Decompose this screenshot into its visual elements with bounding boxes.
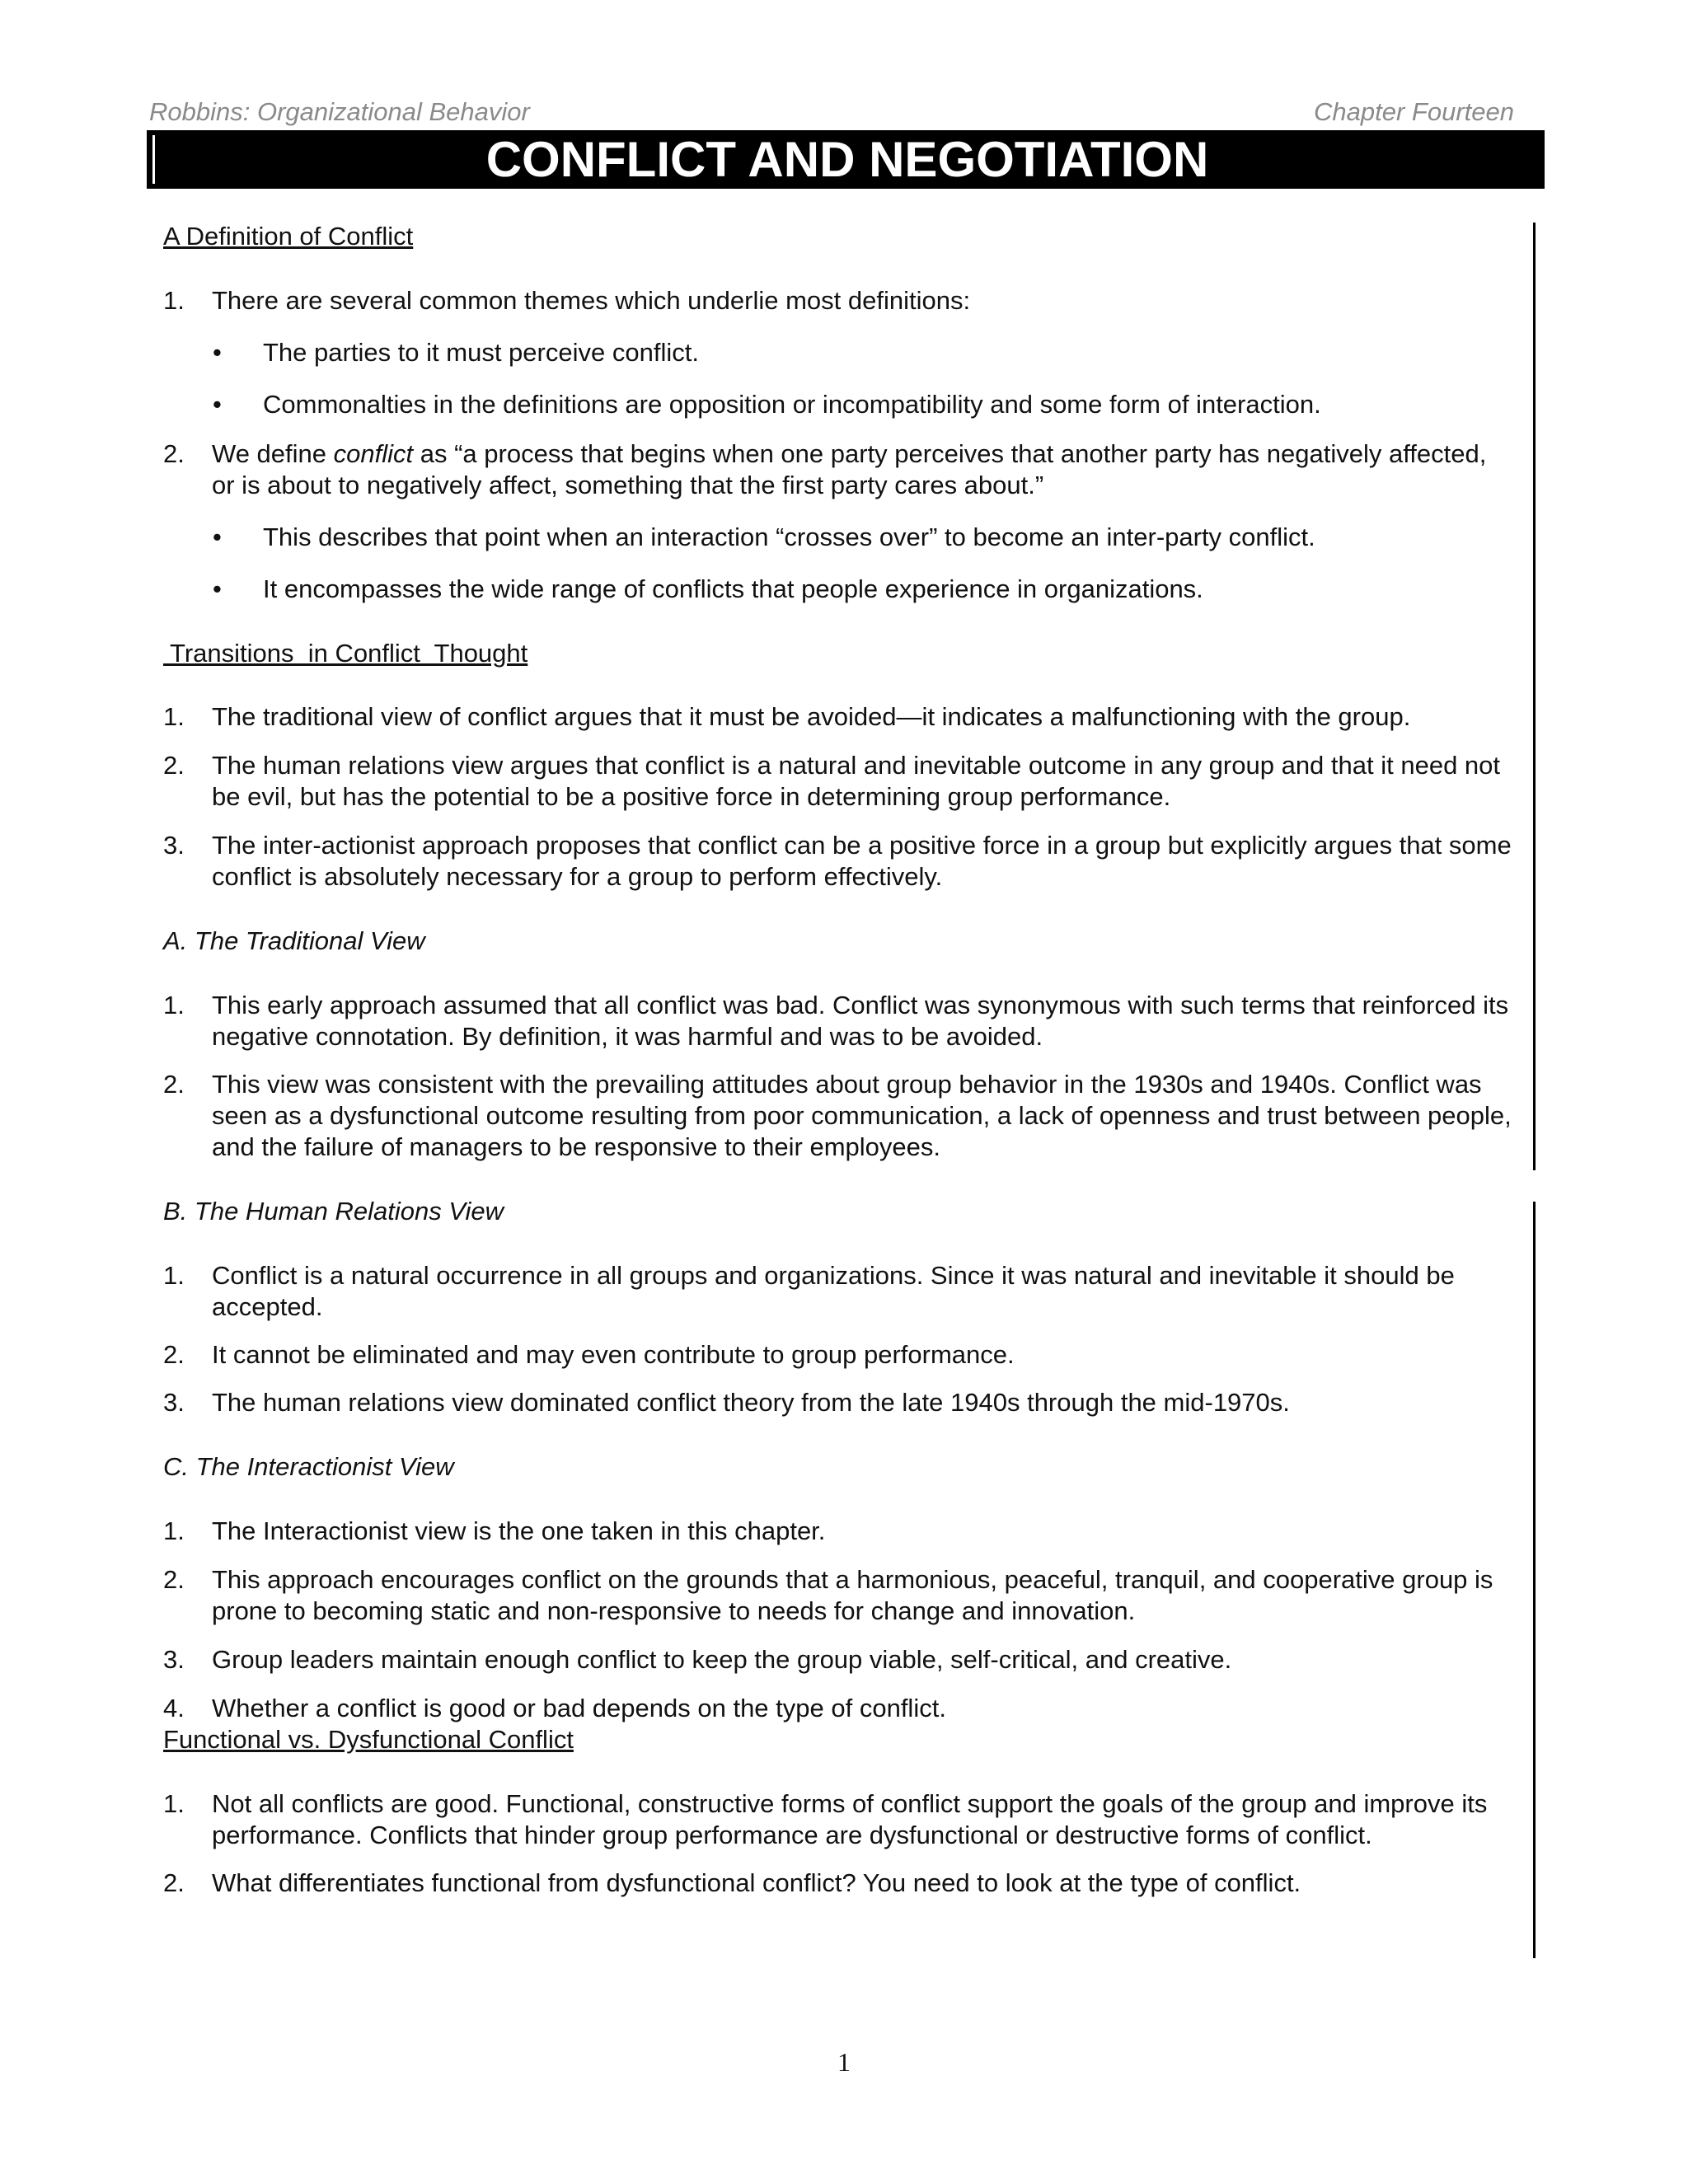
item-number: 1. [163, 1789, 185, 1818]
bullet-text: The parties to it must perceive conflict. [263, 338, 699, 367]
item-number: 2. [163, 751, 185, 780]
section-heading: B. The Human Relations View [163, 1197, 504, 1226]
header-chapter: Chapter Fourteen [1314, 97, 1514, 126]
list-item [163, 1693, 1515, 1724]
list-item [163, 701, 1515, 733]
list-item [163, 1260, 1515, 1323]
item-text: This early approach assumed that all conflict was bad. Conflict was synonymous with such terms that reinforced its negative connotation. By definition, it was harmful and was to be avoided. [212, 991, 1509, 1051]
section-heading: A Definition of Conflict [163, 222, 414, 251]
item-number: 1. [163, 991, 185, 1019]
item-text: What differentiates functional from dysfunctional conflict? You need to look at the type of conflict. [212, 1868, 1301, 1897]
bullet-text: It encompasses the wide range of conflicts that people experience in organizations. [263, 574, 1203, 603]
item-number: 2. [163, 439, 185, 468]
item-text: There are several common themes which underlie most definitions: [212, 286, 971, 315]
item-text: The inter-actionist approach proposes that conflict can be a positive force in a group but explicitly argues that some conflict is absolutely necessary for a group to perform effectively. [212, 831, 1512, 891]
document-body [163, 221, 1515, 1899]
section-heading: C. The Interactionist View [163, 1452, 454, 1481]
list-item [163, 1387, 1515, 1418]
list-item [163, 1788, 1515, 1851]
bullet-item [163, 574, 1515, 605]
item-text: The traditional view of conflict argues that it must be avoided—it indicates a malfunctioning with the group. [212, 702, 1411, 731]
defined-term: conflict [333, 439, 414, 468]
item-text: The human relations view argues that conflict is a natural and inevitable outcome in any group and that it need not be evil, but has the potential to be a positive force in determining group performance. [212, 751, 1501, 811]
item-number: 1. [163, 286, 185, 315]
item-text: It cannot be eliminated and may even contribute to group performance. [212, 1340, 1015, 1369]
page-number: 1 [837, 2047, 851, 2077]
list-item [163, 750, 1515, 813]
item-text: This approach encourages conflict on the grounds that a harmonious, peaceful, tranquil, and cooperative group is prone to becoming static and non-responsive to needs for change and innovation. [212, 1565, 1493, 1625]
list-item [163, 438, 1515, 501]
list-item [163, 1339, 1515, 1371]
list-item [163, 1564, 1515, 1627]
item-text: Conflict is a natural occurrence in all groups and organizations. Since it was natural and inevitable it should be accepted. [212, 1261, 1455, 1321]
item-number: 3. [163, 1388, 185, 1417]
bullet-dot: • [213, 574, 222, 603]
item-number: 1. [163, 1261, 185, 1290]
bullet-item [163, 522, 1515, 553]
revision-bar-bottom [1533, 1202, 1536, 1958]
item-number: 2. [163, 1070, 185, 1099]
header-book-title: Robbins: Organizational Behavior [149, 97, 530, 126]
bullet-dot: • [213, 390, 222, 419]
list-item [163, 990, 1515, 1052]
chapter-title: CONFLICT AND NEGOTIATION [147, 130, 1545, 189]
running-header [149, 97, 1514, 134]
item-number: 3. [163, 831, 185, 860]
item-text-prefix: We define [212, 439, 334, 468]
bullet-item [163, 389, 1515, 420]
bullet-text: This describes that point when an interaction “crosses over” to become an inter-party conflict. [263, 523, 1315, 551]
item-number: 1. [163, 702, 185, 731]
list-item [163, 830, 1515, 893]
item-text: Not all conflicts are good. Functional, constructive forms of conflict support the goals of the group and improve its performance. Conflicts that hinder group performance are dysfunctional or destructive forms of conflict. [212, 1789, 1488, 1849]
bullet-item [163, 337, 1515, 368]
item-number: 2. [163, 1340, 185, 1369]
section-heading: Functional vs. Dysfunctional Conflict [163, 1725, 574, 1754]
item-number: 2. [163, 1868, 185, 1897]
item-text: The Interactionist view is the one taken in this chapter. [212, 1516, 826, 1545]
bullet-text: Commonalties in the definitions are opposition or incompatibility and some form of interaction. [263, 390, 1321, 419]
item-text: Group leaders maintain enough conflict to keep the group viable, self-critical, and creative. [212, 1645, 1232, 1674]
item-text: This view was consistent with the prevailing attitudes about group behavior in the 1930s and 1940s. Conflict was seen as a dysfunctional outcome resulting from poor communication, a lack of openness and trust between people, and the failure of managers to be responsive to their employees. [212, 1070, 1512, 1161]
list-item [163, 1868, 1515, 1899]
revision-bar-top [1533, 223, 1536, 1170]
list-item [163, 1516, 1515, 1547]
section-heading: Transitions in Conflict Thought [163, 639, 528, 668]
item-text: as “a process that begins when one party perceives that another party has negatively affected, or is about to negatively affect, something that the first party cares about.” [212, 439, 1487, 499]
item-number: 3. [163, 1645, 185, 1674]
list-item [163, 1644, 1515, 1675]
item-number: 2. [163, 1565, 185, 1594]
bullet-dot: • [213, 338, 222, 367]
list-item [163, 285, 1515, 316]
item-number: 4. [163, 1694, 185, 1722]
item-number: 1. [163, 1516, 185, 1545]
list-item [163, 1069, 1515, 1163]
item-text: The human relations view dominated conflict theory from the late 1940s through the mid-1970s. [212, 1388, 1290, 1417]
section-heading: A. The Traditional View [163, 926, 425, 955]
bullet-dot: • [213, 523, 222, 551]
item-text: Whether a conflict is good or bad depends on the type of conflict. [212, 1694, 946, 1722]
